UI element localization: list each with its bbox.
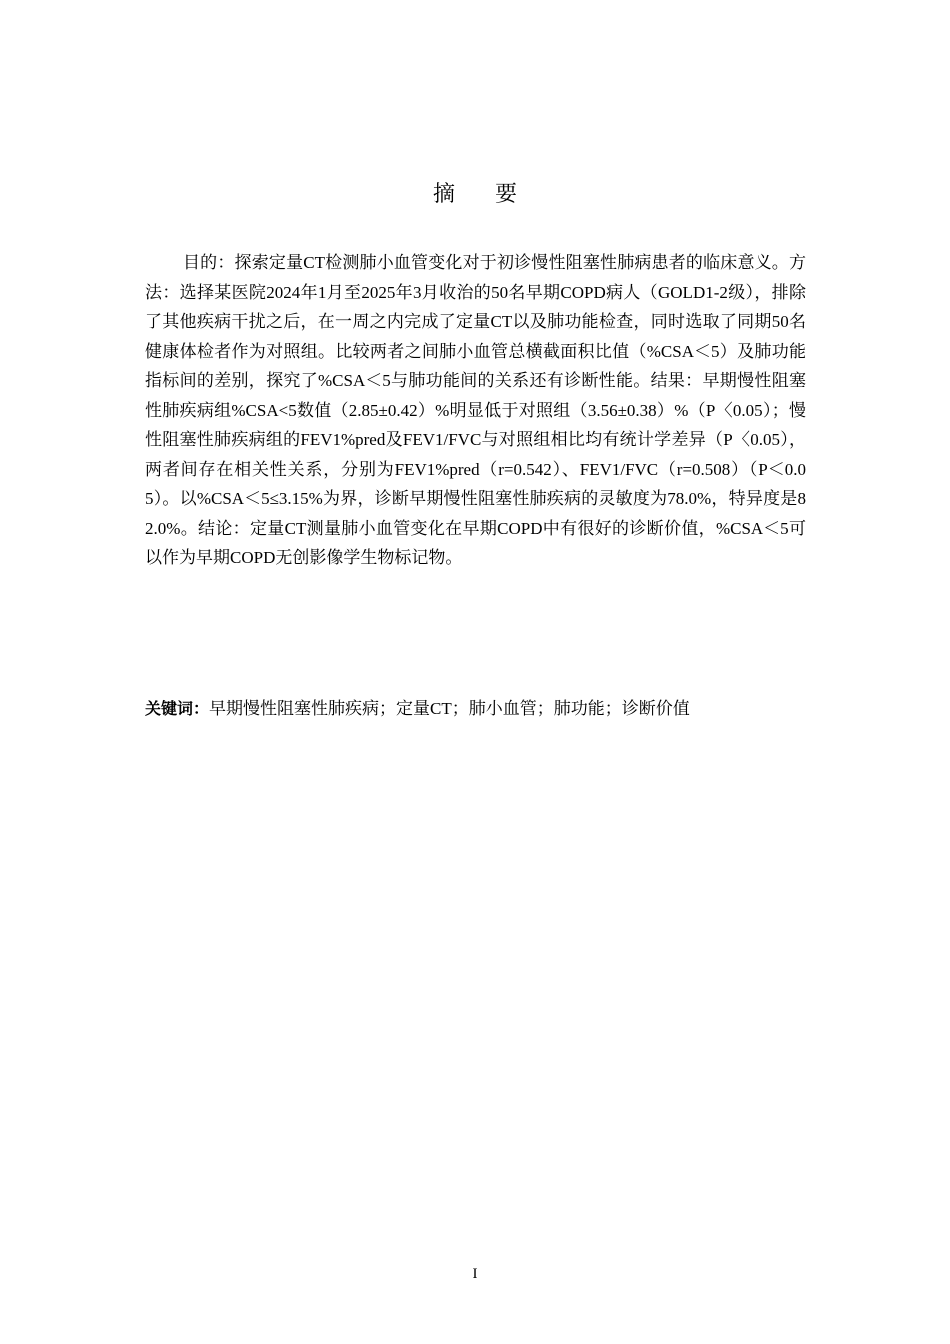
- page-number: I: [472, 1266, 478, 1282]
- page-title: 摘要: [432, 182, 557, 207]
- keywords-label: 关键词：: [145, 699, 210, 718]
- keywords-line: [145, 694, 806, 723]
- keywords-text: 早期慢性阻塞性肺疾病；定量CT；肺小血管；肺功能；诊断价值: [209, 699, 690, 718]
- abstract-paragraph: 目的：探索定量CT检测肺小血管变化对于初诊慢性阻塞性肺病患者的临床意义。方法：选择某医院2024年1月至2025年3月收治的50名早期COPD病人（GOLD1-2级），排除了其他疾病干扰之后，在一周之内完成了定量CT以及肺功能检查，同时选取了同期50名健康体检者作为对照组。比较两者之间肺小血管总横截面积比值（%CSA＜5）及肺功能指标间的差别，探究了%CSA＜5与肺功能间的关系还有诊断性能。结果：早期慢性阻塞性肺疾病组%CSA<5数值（2.85±0.42）%明显低于对照组（3.56±0.38）%（P〈0.05）；慢性阻塞性肺疾病组的FEV1%pred及FEV1/FVC与对照组相比均有统计学差异（P〈0.05），两者间存在相关性关系，分别为FEV1%pred（r=0.542）、FEV1/FVC（r=0.508）（P＜0.05）。以%CSA＜5≤3.15%为界，诊断早期慢性阻塞性肺疾病的灵敏度为78.0%，特异度是82.0%。结论：定量CT测量肺小血管变化在早期COPD中有很好的诊断价值，%CSA＜5可以作为早期COPD无创影像学生物标记物。: [145, 253, 806, 567]
